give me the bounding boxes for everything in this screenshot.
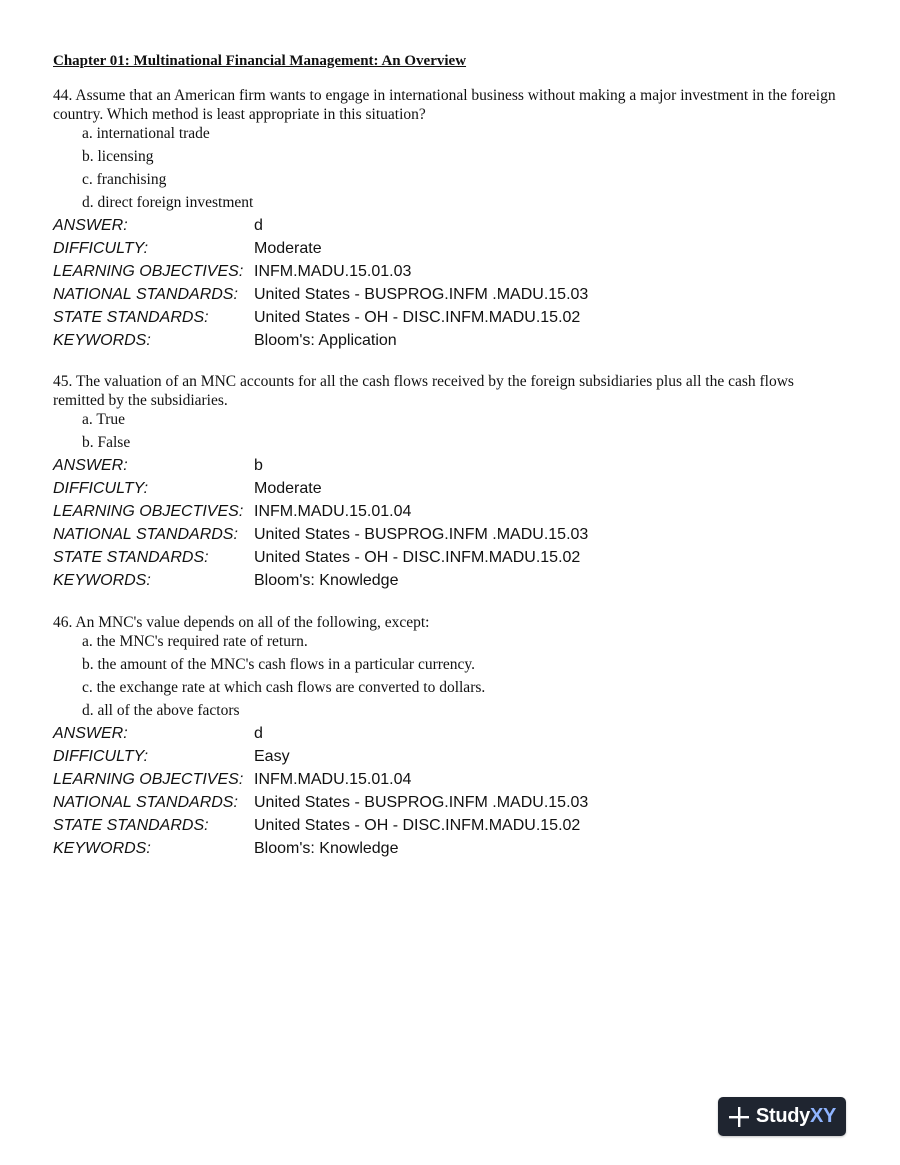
metadata-row bbox=[53, 745, 588, 768]
studyxy-logo[interactable] bbox=[718, 1097, 846, 1136]
metadata-value: United States - OH - DISC.INFM.MADU.15.02 bbox=[254, 817, 581, 834]
metadata-value: Moderate bbox=[254, 480, 322, 497]
metadata-value: d bbox=[254, 217, 263, 234]
choice-item: b. the amount of the MNC's cash flows in a particular currency. bbox=[82, 656, 476, 673]
choice-list bbox=[82, 122, 253, 214]
metadata-row bbox=[53, 237, 588, 260]
metadata-key: STATE STANDARDS: bbox=[53, 549, 209, 566]
chapter-title: Chapter 01: Multinational Financial Management: An Overview bbox=[53, 53, 467, 69]
metadata-key: NATIONAL STANDARDS: bbox=[53, 526, 238, 543]
metadata-key: KEYWORDS: bbox=[53, 332, 151, 349]
choice-item: a. True bbox=[82, 411, 126, 428]
metadata-key: ANSWER: bbox=[53, 457, 128, 474]
metadata-key: KEYWORDS: bbox=[53, 840, 151, 857]
metadata-row bbox=[53, 500, 588, 523]
metadata-value: Bloom's: Knowledge bbox=[254, 840, 399, 857]
metadata-row bbox=[53, 814, 588, 837]
question-metadata-table bbox=[53, 214, 588, 352]
metadata-value: d bbox=[254, 725, 263, 742]
choice-item: c. franchising bbox=[82, 171, 167, 188]
choice-list bbox=[82, 408, 130, 454]
metadata-row bbox=[53, 329, 588, 352]
question-text: 44. Assume that an American firm wants to engage in international business without making a major investment in the foreign country. Which method is least appropriate in this situation? bbox=[53, 87, 836, 123]
metadata-row bbox=[53, 283, 588, 306]
metadata-value: Easy bbox=[254, 748, 290, 765]
choice-item: a. the MNC's required rate of return. bbox=[82, 633, 308, 650]
question-text: 45. The valuation of an MNC accounts for all the cash flows received by the foreign subsidiaries plus all the cash flows remitted by the subsidiaries. bbox=[53, 373, 794, 409]
metadata-row bbox=[53, 569, 588, 592]
metadata-row bbox=[53, 477, 588, 500]
logo-text-xy: XY bbox=[809, 1105, 837, 1127]
metadata-key: LEARNING OBJECTIVES: bbox=[53, 503, 244, 520]
metadata-value: United States - OH - DISC.INFM.MADU.15.02 bbox=[254, 549, 581, 566]
metadata-row bbox=[53, 260, 588, 283]
metadata-key: NATIONAL STANDARDS: bbox=[53, 286, 238, 303]
metadata-key: STATE STANDARDS: bbox=[53, 817, 209, 834]
metadata-value: United States - BUSPROG.INFM .MADU.15.03 bbox=[254, 526, 589, 543]
metadata-key: LEARNING OBJECTIVES: bbox=[53, 263, 244, 280]
metadata-key: DIFFICULTY: bbox=[53, 240, 149, 257]
metadata-row bbox=[53, 306, 588, 329]
metadata-row bbox=[53, 454, 588, 477]
question-text: 46. An MNC's value depends on all of the following, except: bbox=[53, 614, 430, 631]
metadata-key: STATE STANDARDS: bbox=[53, 309, 209, 326]
metadata-key: LEARNING OBJECTIVES: bbox=[53, 771, 244, 788]
choice-item: a. international trade bbox=[82, 125, 210, 142]
choice-item: b. licensing bbox=[82, 148, 154, 165]
metadata-value: Bloom's: Knowledge bbox=[254, 572, 399, 589]
plus-icon bbox=[728, 1106, 750, 1128]
logo-wordmark bbox=[756, 1105, 836, 1128]
choice-item: c. the exchange rate at which cash flows are converted to dollars. bbox=[82, 679, 486, 696]
metadata-key: DIFFICULTY: bbox=[53, 748, 149, 765]
metadata-row bbox=[53, 523, 588, 546]
metadata-value: United States - OH - DISC.INFM.MADU.15.02 bbox=[254, 309, 581, 326]
metadata-key: DIFFICULTY: bbox=[53, 480, 149, 497]
choice-item: d. direct foreign investment bbox=[82, 194, 254, 211]
question-metadata-table bbox=[53, 454, 588, 592]
metadata-row bbox=[53, 791, 588, 814]
metadata-key: KEYWORDS: bbox=[53, 572, 151, 589]
metadata-value: b bbox=[254, 457, 263, 474]
metadata-value: INFM.MADU.15.01.03 bbox=[254, 263, 412, 280]
metadata-row bbox=[53, 837, 588, 860]
metadata-value: INFM.MADU.15.01.04 bbox=[254, 503, 412, 520]
metadata-row bbox=[53, 214, 588, 237]
metadata-value: Bloom's: Application bbox=[254, 332, 397, 349]
choice-list bbox=[82, 630, 485, 722]
choice-item: b. False bbox=[82, 434, 131, 451]
choice-item: d. all of the above factors bbox=[82, 702, 240, 719]
logo-text-study: Study bbox=[755, 1105, 810, 1127]
metadata-row bbox=[53, 722, 588, 745]
metadata-value: United States - BUSPROG.INFM .MADU.15.03 bbox=[254, 286, 589, 303]
metadata-key: ANSWER: bbox=[53, 725, 128, 742]
metadata-value: INFM.MADU.15.01.04 bbox=[254, 771, 412, 788]
metadata-value: United States - BUSPROG.INFM .MADU.15.03 bbox=[254, 794, 589, 811]
metadata-row bbox=[53, 546, 588, 569]
metadata-key: ANSWER: bbox=[53, 217, 128, 234]
metadata-key: NATIONAL STANDARDS: bbox=[53, 794, 238, 811]
metadata-row bbox=[53, 768, 588, 791]
metadata-value: Moderate bbox=[254, 240, 322, 257]
question-metadata-table bbox=[53, 722, 588, 860]
